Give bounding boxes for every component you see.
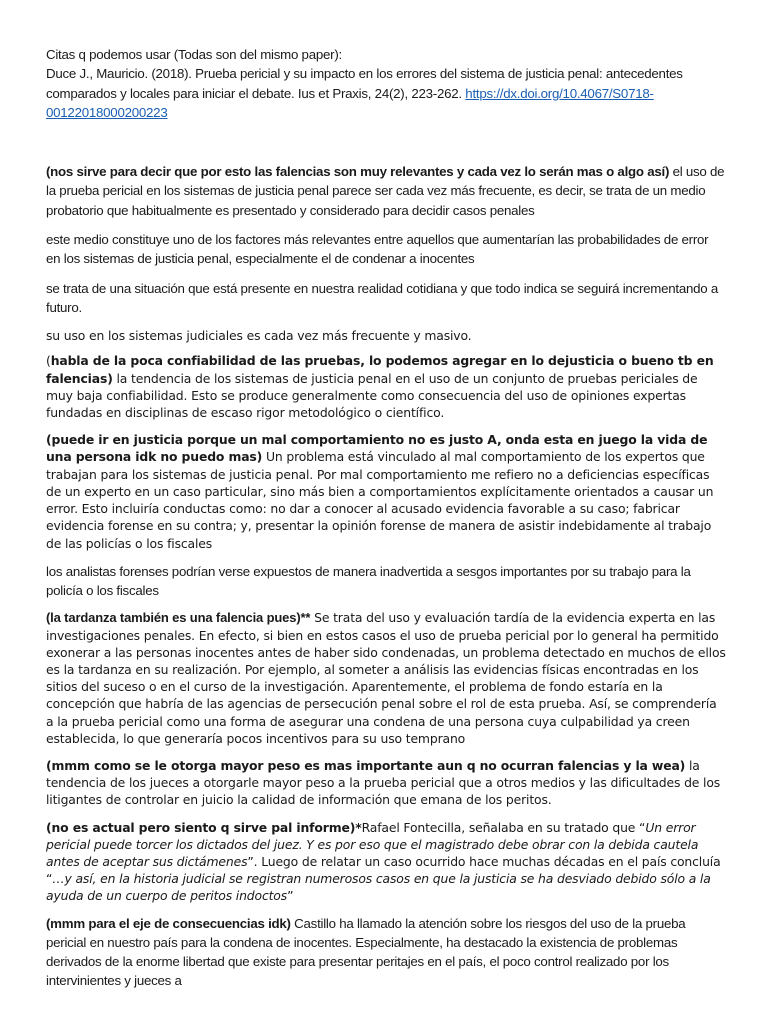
- paragraph-5-open: (: [46, 353, 51, 369]
- paragraph-6-text: Un problema está vinculado al mal comportamiento de los expertos que trabajan para los sistemas de justicia penal. Por mal comportamiento me refiero no a deficiencias específicas de un experto en un caso particular, sino más bien a comportamientos explícitamente orientados a causar un error. Esto incluiría conductas como: no dar a conocer al acusado evidencia favorable a su caso; fabricar evidencia forense en su contra; y, presentar la opinión forense de manera de asistir indebidamente al trabajo de las policías o los fiscales: [46, 449, 714, 551]
- paragraph-8-text: Se trata del uso y evaluación tardía de la evidencia experta en las investigaciones penales. En efecto, si bien en estos casos el uso de prueba pericial por lo general ha permitido exonerar a las personas inocentes antes de haber sido condenadas, un problema detectado en muchos de ellos es la tardanza en su realización. Por ejemplo, al someter a análisis las evidencias físicas encontradas en los sitios del suceso o en el curso de la investigación. Aparentemente, el problema de fondo estaría en la concepción que habría de las agencias de persecución penal sobre el rol de esta prueba. Así, se comprendería a la prueba pericial como una forma de asegurar una condena de una persona cuya culpabilidad ya creen establecida, lo que generaría pocos incentivos para su uso temprano: [46, 610, 726, 746]
- paragraph-10-text-c: ”: [287, 888, 294, 904]
- paragraph-2: [46, 230, 726, 269]
- paragraph-11: [46, 914, 726, 991]
- paragraph-3-text: se trata de una situación que está presente en nuestra realidad cotidiana y que todo indica se seguirá incrementando a futuro.: [46, 280, 719, 315]
- paragraph-10-quote-a: Un error pericial puede torcer los dictados del juez. Y es por eso que el magistrado debe obrar con la debida cautela antes de aceptar sus dictámenes: [46, 819, 699, 869]
- paragraph-10-quote-b: …y así, en la historia judicial se registran numerosos casos en que la justicia se ha desviado debido sólo a la ayuda de un cuerpo de peritos indoctos: [46, 871, 711, 904]
- document-body: [46, 45, 726, 991]
- paragraph-1-text: el uso de la prueba pericial en los sistemas de justicia penal parece ser cada vez más frecuente, es decir, se trata de un medio probatorio que habitualmente es presentado y considerado para decidir casos penales: [46, 164, 725, 218]
- paragraph-1: [46, 162, 726, 220]
- doi-link[interactable]: https://dx.doi.org/10.4067/S0718-00122018000200223: [46, 85, 654, 120]
- paragraph-7-text: los analistas forenses podrían verse expuestos de manera inadvertida a sesgos importantes por su trabajo para la policía o los fiscales: [46, 563, 691, 598]
- paragraph-8-note: (la tardanza también es una falencia pues)**: [46, 610, 311, 626]
- paragraph-5-text: la tendencia de los sistemas de justicia penal en el uso de un conjunto de pruebas periciales de muy baja confiabilidad. Esto se produce generalmente como consecuencia del uso de opiniones expertas fundadas en disciplinas de escaso rigor metodológico o científico.: [46, 370, 698, 421]
- paragraph-4-text: su uso en los sistemas judiciales es cada vez más frecuente y masivo.: [46, 328, 472, 344]
- citation-reference: Duce J., Mauricio. (2018). Prueba pericial y su impacto en los errores del sistema de justicia penal: antecedentes comparados y locales para iniciar el debate. Ius et Praxis, 24(2), 223-262.: [46, 66, 683, 101]
- paragraph-3: [46, 279, 726, 318]
- paragraph-4: [46, 327, 726, 344]
- paragraph-11-text: Castillo ha llamado la atención sobre los riesgos del uso de la prueba pericial en nuestro país para la condena de inocentes. Especialmente, ha destacado la existencia de problemas derivados de la enorme libertad que existe para presentar peritajes en el país, el poco control realizado por los intervinientes y jueces a: [46, 915, 686, 989]
- paragraph-7: [46, 562, 726, 601]
- paragraph-1-note: (nos sirve para decir que por esto las falencias son muy relevantes y cada vez lo serán mas o algo así): [46, 164, 670, 180]
- paragraph-9-note: (mmm como se le otorga mayor peso es mas importante aun q no ocurran falencias y la wea): [46, 757, 686, 773]
- citation-heading: Citas q podemos usar (Todas son del mismo paper):: [46, 47, 342, 62]
- paragraph-10-text-a: Rafael Fontecilla, señalaba en su tratado que “: [361, 819, 646, 835]
- paragraph-2-text: este medio constituye uno de los factores más relevantes entre aquellos que aumentarían las probabilidades de error en los sistemas de justicia penal, especialmente el de condenar a inocentes: [46, 232, 709, 267]
- paragraph-10: [46, 819, 726, 905]
- paragraph-6: [46, 431, 726, 551]
- paragraph-9: [46, 757, 726, 809]
- paragraph-5: [46, 352, 726, 421]
- paragraph-10-text-b: ”. Luego de relatar un caso ocurrido hace muchas décadas en el país concluía “: [46, 853, 721, 887]
- citation-block: [46, 45, 726, 122]
- paragraph-8: [46, 609, 726, 747]
- paragraph-11-note: (mmm para el eje de consecuencias idk): [46, 915, 291, 931]
- paragraph-10-note: (no es actual pero siento q sirve pal informe)*: [46, 819, 362, 835]
- paragraph-9-text: la tendencia de los jueces a otorgarle mayor peso a la prueba pericial que a otros medios y las dificultades de los litigantes de controlar en juicio la calidad de información que emana de los peritos.: [46, 757, 721, 808]
- paragraph-5-note: habla de la poca confiabilidad de las pruebas, lo podemos agregar en lo dejusticia o bueno tb en falencias): [46, 353, 714, 386]
- paragraph-6-note: (puede ir en justicia porque un mal comportamiento no es justo A, onda esta en juego la vida de una persona idk no puedo mas): [46, 432, 708, 465]
